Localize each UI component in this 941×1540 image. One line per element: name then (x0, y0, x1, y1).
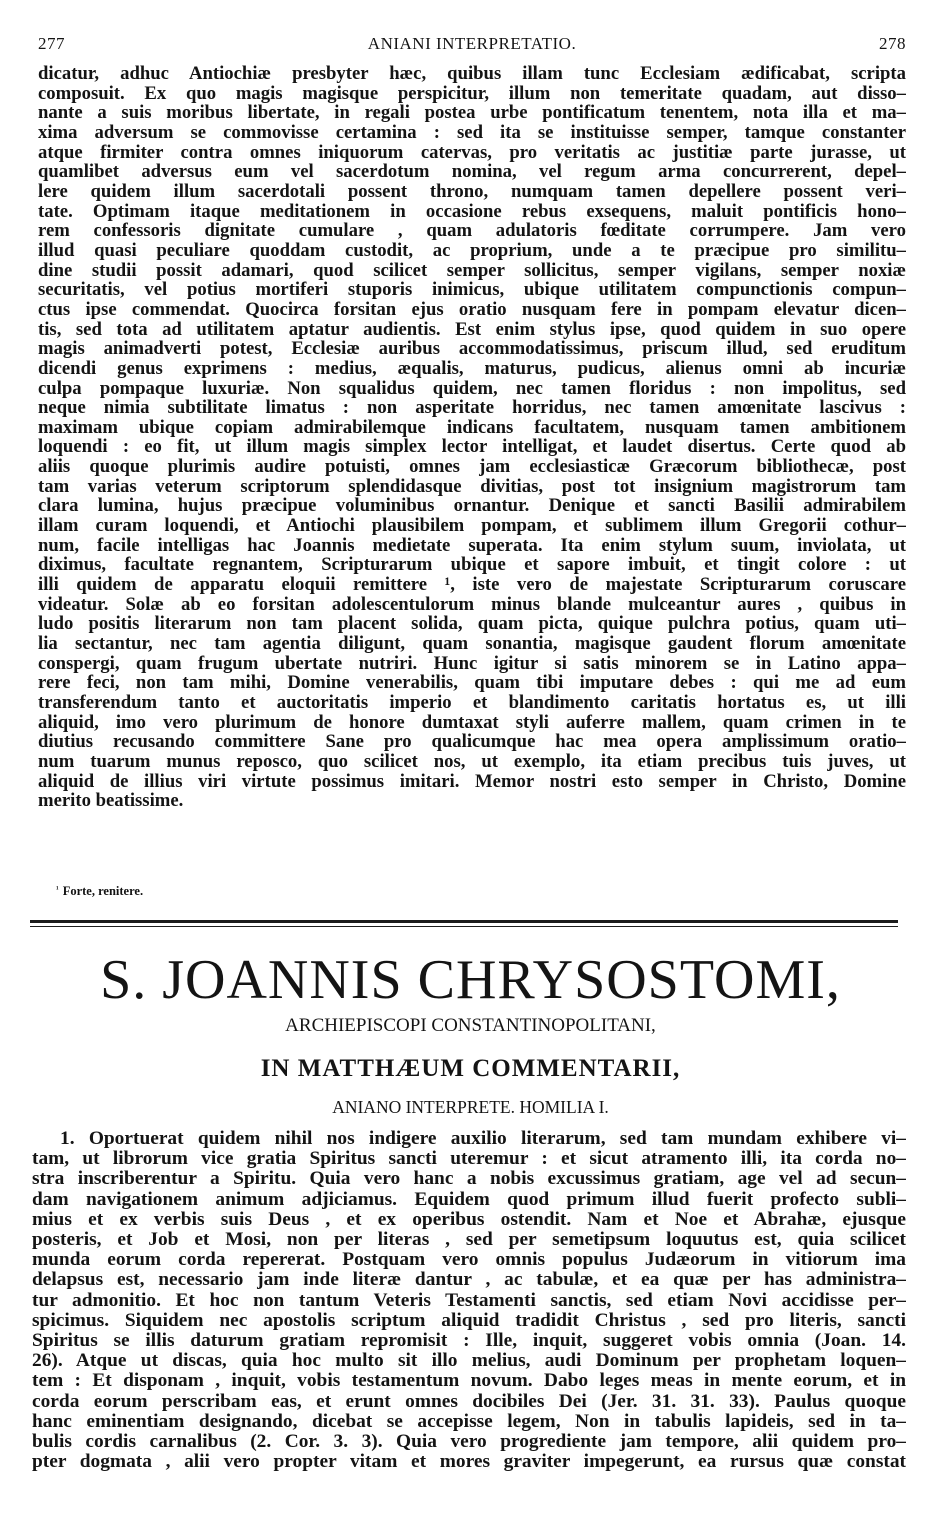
text-line: quamlibet adversus eum vel sacerdotum nomina, vel regum arma concurrerent, depel– (38, 162, 906, 182)
text-line: posteris, et Job et Mosi, non per literas , sed per semetipsum loquutus est, quia scilicet (32, 1230, 906, 1251)
text-line: aliquid, imo vero plurimum de honore dumtaxat styli auferre mallem, quam crimen in te (38, 712, 906, 733)
footnote-marker: ¹ (56, 884, 59, 894)
text-line: dicendi genus exprimens : medius, æqualis, maturus, pudicus, alienus omni ab incuriæ (38, 358, 906, 379)
text-line: lia sectantur, nec tam agentia diligunt, quam sonantia, magisque gaudent florum amœnitate (38, 634, 906, 654)
text-line: clara lumina, hujus præcipue voluminibus ornantur. Denique et sancti Basilii admirabilem (38, 496, 906, 517)
text-line: rere feci, non tam mihi, Domine venerabilis, quam tibi imputare debes : qui me ad eum (38, 673, 906, 693)
text-line: 26). Atque ut discas, quia hoc multo sit illo melius, audi Dominum per prophetam loquen– (32, 1351, 906, 1372)
text-line: merito beatissime. (38, 791, 184, 811)
text-line: dicatur, adhuc Antiochiæ presbyter hæc, quibus illam tunc Ecclesiam ædificabat, scripta (38, 64, 906, 84)
text-line: conspergi, quam frugum ubertate nutriri. Hunc igitur si satis minorem se in Latino appa– (38, 653, 906, 674)
footnote (56, 884, 143, 899)
running-header (38, 34, 906, 58)
homily-text-block (32, 1129, 906, 1472)
text-line: spicimus. Siquidem nec apostolis scriptum aliquid tradidit Christus , sed pro literis, sancti (32, 1310, 906, 1331)
text-line: dine studii possit adamari, quod scilicet semper sollicitus, semper vigilans, semper noxiæ (38, 260, 906, 281)
text-line: tis, sed tota ad utilitatem aptatur audientis. Est enim stylus ipse, quod quidem in suo opere (38, 319, 906, 340)
text-line: neque nimia subtilitate limatus : non asperitate horridus, nec tamen amœnitate lascivus : (38, 398, 906, 418)
text-line: ludo positis literarum non tam placent solida, quam picta, quique pulchra potius, quam uti– (38, 614, 906, 635)
text-line: rem confessoris dignitate cumulare , quam adulatoris fœditate corrumpere. Jam vero (38, 221, 906, 241)
text-line: stra inscriberentur a Spiritu. Quia vero hanc a nobis excussimus gratiam, age vel ad secun– (32, 1169, 906, 1190)
text-line: ctus ipse commendat. Quocirca forsitan ejus oratio nusquam fere in pompam elevatur dicen– (38, 299, 906, 320)
section-divider-thin (30, 926, 898, 927)
text-line: culpa pompaque luxuriæ. Non squalidus quidem, nec tamen floridus : non impolitus, sed (38, 378, 906, 399)
text-line: composuit. Ex quo magis magisque perspicitur, illum non temeritate quadam, aut disso– (38, 83, 906, 104)
text-line: diximus, facultate regnantem, Scripturarum ubique et sapore imbuit, et tingit colore : ut (38, 555, 906, 576)
section-divider-thick (30, 920, 898, 923)
intro-text-block (38, 64, 906, 811)
text-line: aliis quoque plurimis audire potuisti, omnes jam ecclesiasticæ Græcorum bibliothecæ, post (38, 457, 906, 477)
section-subtitle-work: IN MATTHÆUM COMMENTARII, (260, 1055, 681, 1082)
text-line: transferendum tanto et auctoritatis imperio et blandimento caritatis hortatus es, ut illi (38, 693, 906, 713)
text-line: aliquid de illius viri virtute possimus imitari. Memor nostri esto semper in Christo, Domine (38, 771, 906, 792)
text-line: dam navigationem animum adjiciamus. Equidem quod primum illud fuerit profecto subli– (32, 1189, 906, 1210)
text-line: illi quidem de apparatu eloquii remittere ¹, iste vero de majestate Scripturarum coruscare (38, 575, 906, 595)
text-line: illud quasi peculiare quoddam custodit, ac proprium, unde a te præcipue pro similitu– (38, 240, 906, 261)
text-line: tate. Optimam itaque meditationem in occasione rebus exsequens, maluit pontificis hono– (38, 201, 906, 222)
text-line: num, facile intelligas hac Joannis medietate superata. Ita enim stylum suum, inviolata, ut (38, 535, 906, 556)
text-line: hanc eminentiam designando, dicebat se accepisse legem, Non in tabulis lapideis, sed in ta– (32, 1411, 906, 1432)
text-line: videatur. Solæ ab eo forsitan adolescentulorum minus blande mulceantur aures , quibus in (38, 594, 906, 615)
text-line: tem : Et disponam , inquit, vobis testamentum novum. Dabo leges meas in mente eorum, et in (32, 1371, 906, 1392)
text-line: tur admonitio. Et hoc non tantum Veteris Testamenti sanctis, sed etiam Novi accidisse per– (32, 1290, 906, 1311)
text-line: illam curam loquendi, et Antiochi plausibilem pompam, et sublimem illum Gregorii cothur– (38, 516, 906, 536)
footnote-text: Forte, renitere. (62, 884, 144, 898)
text-line: lere quidem illum sacerdotali possent throno, numquam tamen depellere possent veri– (38, 181, 906, 202)
text-line: bulis cordis carnalibus (2. Cor. 3. 3). Quia vero progrediente jam tempore, alii quidem pro– (32, 1432, 906, 1453)
text-line: pter dogmata , alii vero propter vitam et mores graviter impegerunt, ea rursus quæ constat (32, 1452, 906, 1473)
text-line: munda eorum corda repererat. Postquam vero omnis populus Judæorum in vitiorum ima (32, 1250, 906, 1271)
running-title: ANIANI INTERPRETATIO. (367, 34, 577, 53)
text-line: loquendi : eo fit, ut illum magis simplex lector intelligat, et laudet disertus. Certe quod ab (38, 437, 906, 458)
text-line: tam, ut librorum vice gratia Spiritus sancti uteremur : et sicut atramento illi, ita corda no– (32, 1149, 906, 1170)
text-line: nante a suis moribus libertate, in regali postea urbe pontificatum tenentem, nota illa et ma– (38, 103, 906, 123)
text-line: num tuarum munus reposco, quo scilicet nos, ut exemplo, ita etiam precibus tuis juves, ut (38, 751, 906, 772)
text-line: corda eorum perscribam eas, et erunt omnes docibiles Dei (Jer. 31. 31. 33). Paulus quoque (32, 1391, 906, 1412)
text-line: maximam ubique copiam admirabilemque indicans facultatem, nusquam tamen ambitionem (38, 417, 906, 438)
page-number-right: 278 (879, 34, 906, 53)
text-line: mius et ex verbis suis Deus , et ex operibus ostendit. Nam et Noe et Abrahæ, ejusque (32, 1209, 906, 1230)
section-title: S. JOANNIS CHRYSOSTOMI, (100, 949, 841, 1011)
section-subtitle-homily: ANIANO INTERPRETE. HOMILIA I. (332, 1097, 609, 1117)
text-line: 1. Oportuerat quidem nihil nos indigere auxilio literarum, sed tam mundam exhibere vi– (60, 1129, 906, 1149)
text-line: xima adversum se commovisse certamina : sed ita se instituisse semper, tamque constanter (38, 122, 906, 143)
text-line: securitatis, vel potius mortiferi stuporis inimicus, ubique utilitatem compunctionis compun– (38, 280, 906, 300)
section-subtitle-author-role: ARCHIEPISCOPI CONSTANTINOPOLITANI, (285, 1015, 656, 1036)
text-line: atque firmiter contra omnes iniquorum catervas, pro veritatis ac justitiæ parte jurasse, ut (38, 142, 906, 163)
text-line: tam varias veterum scriptorum splendidasque divitias, post tot insignium magistrorum tam (38, 476, 906, 497)
text-line: diutius recusando committere Sane pro qualicumque hac mea opera amplissimum oratio– (38, 732, 906, 752)
text-line: magis animadverti potest, Ecclesiæ auribus accommodatissimus, priscum illud, sed eruditum (38, 339, 906, 359)
page-number-left: 277 (38, 34, 65, 53)
text-line: Spiritus se illis daturum gratiam repromisit : Ille, inquit, suggeret vobis omnia (Joan. 14. (32, 1331, 906, 1352)
text-line: delapsus est, necessario jam inde literæ dantur , ac tabulæ, et ea quæ per has administra– (32, 1270, 906, 1291)
